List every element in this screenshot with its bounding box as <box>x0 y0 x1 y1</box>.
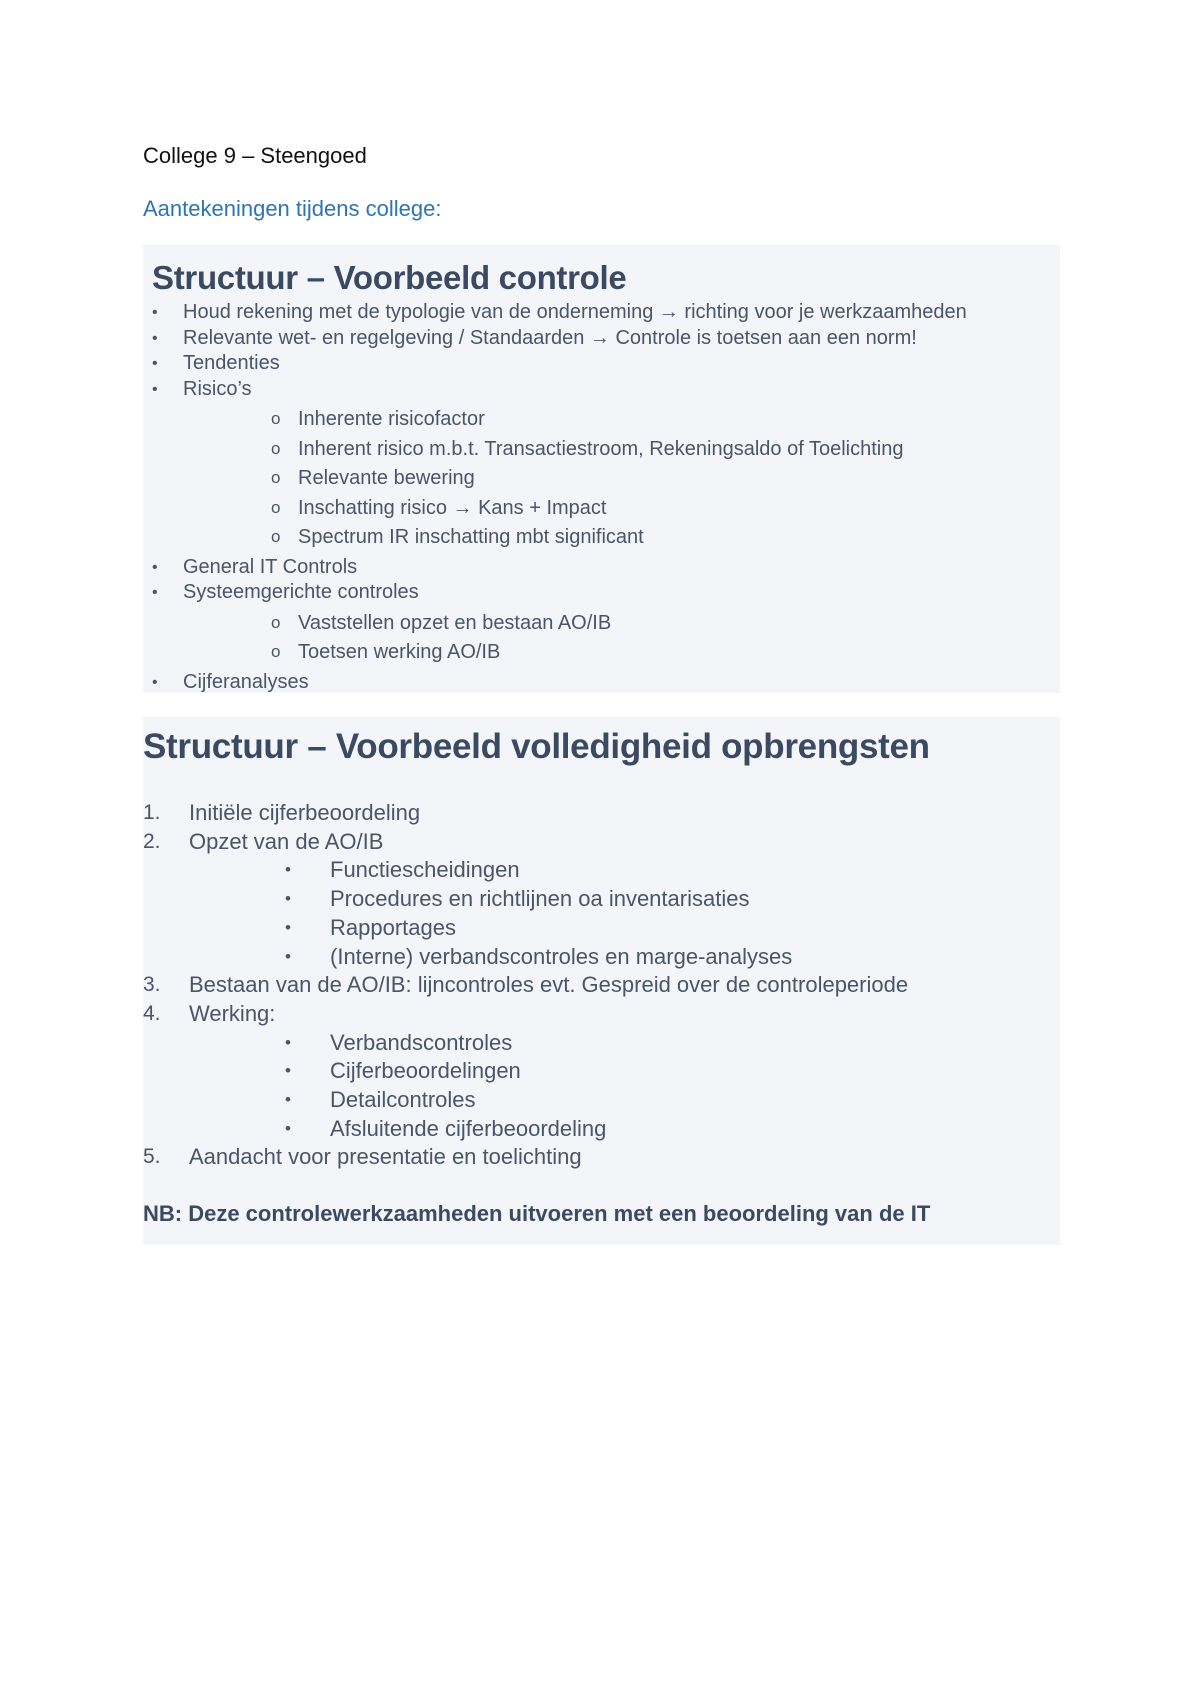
sub-list-item: o Inherente risicofactor <box>183 405 1052 435</box>
sub-list-item: • Verbandscontroles <box>189 1029 1053 1058</box>
slide-image-controle <box>143 245 1060 693</box>
sub-list <box>189 1029 1053 1144</box>
list-number: 3. <box>143 973 161 997</box>
list-item-text: Werking: <box>189 1000 276 1026</box>
page-title: College 9 – Steengoed <box>143 143 367 168</box>
sub-list-item: • (Interne) verbandscontroles en marge-analyses <box>189 943 1053 972</box>
list-item <box>152 670 1052 696</box>
sub-list-item: o Inschatting risico → Kans + Impact <box>183 494 1052 524</box>
page-subtitle: Aantekeningen tijdens college: <box>143 196 442 221</box>
list-item <box>152 555 1052 581</box>
list-item-text: Initiële cijferbeoordeling <box>189 800 421 825</box>
list-item-text: Relevante wet- en regelgeving / Standaarden → Controle is toetsen aan een norm! <box>183 326 917 349</box>
list-item-text: General IT Controls <box>183 555 358 578</box>
sub-list-item: • Afsluitende cijferbeoordeling <box>189 1115 1053 1144</box>
slide-note: NB: Deze controlewerkzaamheden uitvoeren met een beoordeling van de IT <box>143 1201 931 1226</box>
list-item <box>152 351 1052 377</box>
list-item-text: Cijferanalyses <box>183 670 309 693</box>
sub-list-item: • Cijferbeoordelingen <box>189 1057 1053 1086</box>
list-item-text: Houd rekening met de typologie van de onderneming → richting voor je werkzaamheden <box>183 301 967 323</box>
sub-list-item: o Inherent risico m.b.t. Transactiestroom, Rekeningsaldo of Toelichting <box>183 435 1052 465</box>
list-item <box>143 1000 1053 1144</box>
list-item-text: Bestaan van de AO/IB: lijncontroles evt. Gespreid over de controleperiode <box>189 972 909 998</box>
sub-list <box>189 856 1053 971</box>
sub-list-item: • Rapportages <box>189 914 1053 943</box>
list-item <box>152 300 1052 326</box>
sub-list-item: • Detailcontroles <box>189 1086 1053 1115</box>
list-number: 2. <box>143 829 161 853</box>
list-item-text: Opzet van de AO/IB <box>189 828 384 854</box>
list-item <box>143 799 1053 828</box>
sub-list-item: • Procedures en richtlijnen oa inventarisaties <box>189 885 1053 914</box>
sub-list <box>183 609 1052 668</box>
slide-heading: Structuur – Voorbeeld controle <box>152 259 627 296</box>
numbered-list <box>143 799 1053 1172</box>
list-number: 5. <box>143 1145 161 1169</box>
list-item-text: Aandacht voor presentatie en toelichting <box>189 1144 582 1170</box>
sub-list-item: o Toetsen werking AO/IB <box>183 638 1052 668</box>
list-item-text: Systeemgerichte controles <box>183 581 419 603</box>
list-item <box>152 580 1052 668</box>
list-item-text: Risico’s <box>183 377 252 400</box>
sub-list-item: o Spectrum IR inschatting mbt significant <box>183 523 1052 553</box>
sub-list-item: • Functiescheidingen <box>189 856 1053 885</box>
list-item-text: Tendenties <box>183 352 280 374</box>
bullet-list <box>152 300 1052 695</box>
list-item <box>143 828 1053 972</box>
sub-list-item: o Relevante bewering <box>183 464 1052 494</box>
slide-heading: Structuur – Voorbeeld volledigheid opbrengsten <box>143 727 930 766</box>
list-number: 4. <box>143 1001 161 1025</box>
list-item <box>143 971 1053 1000</box>
sub-list <box>183 405 1052 553</box>
sub-list-item: o Vaststellen opzet en bestaan AO/IB <box>183 609 1052 639</box>
slide-image-volledigheid-opbrengsten <box>143 717 1060 1245</box>
list-item <box>152 377 1052 553</box>
list-item <box>152 326 1052 352</box>
list-item <box>143 1143 1053 1172</box>
list-number: 1. <box>143 801 161 824</box>
